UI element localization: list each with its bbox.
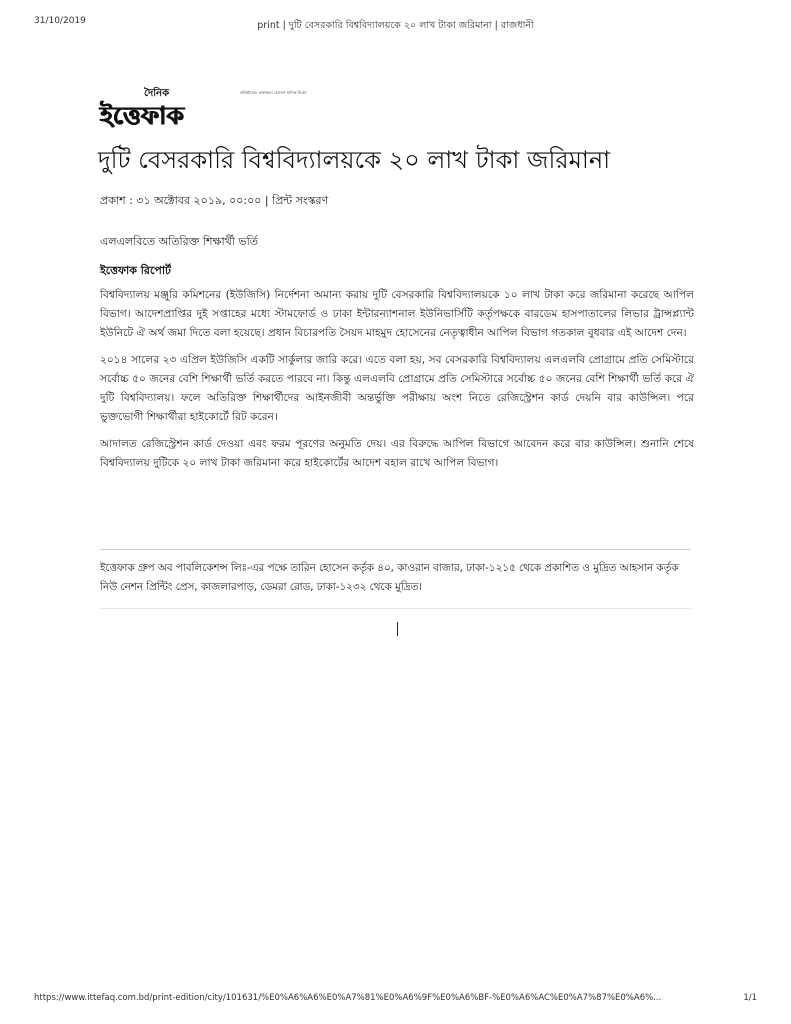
- article-paragraph: আদালত রেজিস্ট্রেশন কার্ড দেওয়া এবং ফরম পূরণের অনুমতি দেয়। এর বিরুদ্ধে আপিল বিভাগে আবেদন করে বার কাউন্সিল। শুনানি শেষে বিশ্ববিদ্যালয় দুটিকে ২০ লাখ টাকা জরিমানা করে হাইকোর্টের আদেশ বহাল রাখে আপিল বিভাগ।: [100, 438, 694, 469]
- article-meta: প্রকাশ : ৩১ অক্টোবর ২০১৯, ০০:০০ | প্রিন্ট সংস্করণ: [100, 194, 329, 207]
- footer-divider: [100, 549, 691, 550]
- print-page-title: print | দুটি বেসরকারি বিশ্ববিদ্যালয়কে ২০ লাখ টাকা জরিমানা | রাজধানী: [257, 20, 534, 31]
- article-headline: দুটি বেসরকারি বিশ্ববিদ্যালয়কে ২০ লাখ টাকা জরিমানা: [98, 146, 611, 174]
- article-paragraph: ২০১৪ সালের ২৩ এপ্রিল ইউজিসি একটি সার্কুলার জারি করে। এতে বলা হয়, সব বেসরকারি বিশ্ববিদ্যালয় এলএলবি প্রোগ্রামে প্রতি সেমিস্টারে সর্বোচ্চ ৫০ জনের বেশি শিক্ষার্থী ভর্তি করতে পারবে না। কিন্তু এলএলবি প্রোগ্রামে প্রতি সেমিস্টারে সর্বোচ্চ ৫০ জনের বেশি শিক্ষার্থী ভর্তি করে ঐ দুটি বিশ্ববিদ্যালয়। ফলে অতিরিক্ত শিক্ষার্থীদের আইনজীবী অন্তর্ভুক্তি পরীক্ষায় অংশ নিতে রেজিস্ট্রেশন কার্ড দেয়নি বার কাউন্সিল। পরে ভুক্তভোগী শিক্ষার্থীরা হাইকোর্টে রিট করেন।: [100, 354, 694, 423]
- article-paragraph: বিশ্ববিদ্যালয় মঞ্জুরি কমিশনের (ইউজিসি) নির্দেশনা অমান্য করায় দুটি বেসরকারি বিশ্ববিদ্যালয়কে ১০ লাখ টাকা করে জরিমানা করেছে আপিল বিভাগ। আদেশপ্রাপ্তির দুই সপ্তাহের মধ্যে স্টামফোর্ড ও ঢাকা ইন্টারন্যাশনাল ইউনিভার্সিটি কর্তৃপক্ষকে বারডেম হাসপাতালের লিভার ট্রান্সপ্ল্যান্ট ইউনিটে ঐ অর্থ জমা দিতে বলা হয়েছে। প্রধান বিচারপতি সৈয়দ মাহমুদ হোসেনের নেতৃত্বাধীন আপিল বিভাগ গতকাল বুধবার এই আদেশ দেন।: [100, 289, 694, 339]
- footer-divider-bottom: [100, 608, 691, 609]
- logo-big-text: ইত্তেফাক: [100, 101, 184, 130]
- print-page-number: 1/1: [743, 993, 757, 1003]
- text-cursor: [397, 622, 398, 636]
- article-body: [100, 286, 694, 481]
- article-reporter: ইত্তেফাক রিপোর্ট: [100, 264, 172, 277]
- article-subtitle: এলএলবিতে অতিরিক্ত শিক্ষার্থী ভর্তি: [100, 235, 258, 248]
- publisher-info: ইত্তেফাক গ্রুপ অব পাবলিকেশন্স লিঃ-এর পক্ষে তারিন হোসেন কর্তৃক ৪০, কাওরান বাজার, ঢাকা-১২১৫ থেকে প্রকাশিত ও মুদ্রিত আহসান কর্তৃক নিউ নেশন প্রিন্টিং প্রেস, কাজলারপাড়, ডেমরা রোড, ঢাকা-১২৩২ থেকে মুদ্রিত।: [100, 562, 679, 593]
- logo-small-text: দৈনিক: [144, 88, 170, 99]
- print-url: https://www.ittefaq.com.bd/print-edition/city/101631/%E0%A6%A6%E0%A7%81%E0%A6%9F%E0%A6%BF-%E0%A6%AC%E0%A7%87%E0%A6%...: [34, 993, 662, 1003]
- logo-tagline: প্রতিষ্ঠাতাঃ তফাজ্জল হোসেন মানিক মিঞা: [240, 90, 307, 95]
- ittefaq-logo[interactable]: [100, 86, 307, 130]
- print-date: 31/10/2019: [34, 16, 86, 26]
